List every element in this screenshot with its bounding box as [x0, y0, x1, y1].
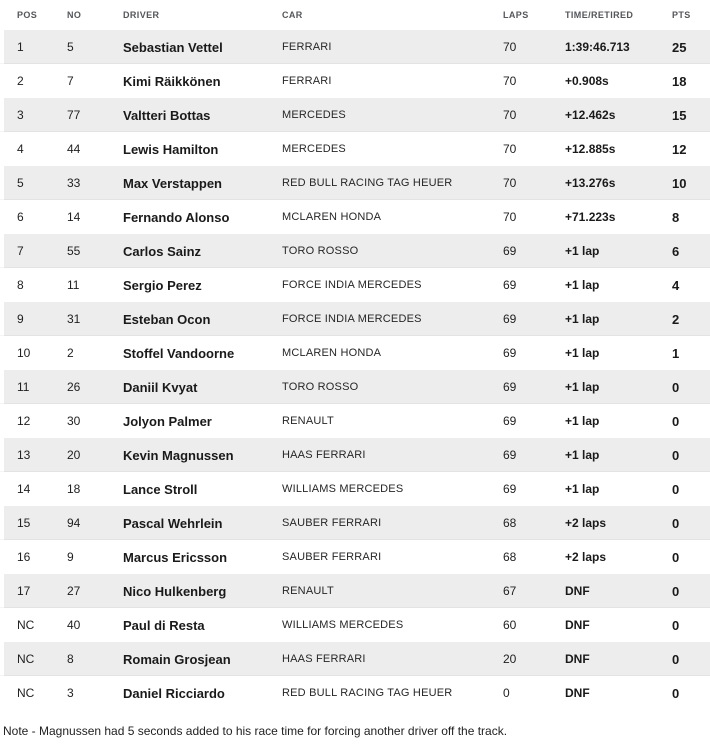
results-rows: [0, 30, 710, 710]
position-value: 2: [17, 74, 24, 88]
time-retired-value: DNF: [565, 618, 590, 632]
table-row: [0, 574, 710, 608]
column-header-driver: DRIVER: [123, 10, 160, 20]
points-value: 0: [672, 685, 680, 701]
car-number-value: 77: [67, 108, 81, 122]
column-header-no: NO: [67, 10, 82, 20]
laps-value: 70: [503, 176, 517, 190]
points-value: 15: [672, 107, 687, 123]
car-number-value: 9: [67, 550, 74, 564]
car-number-value: 14: [67, 210, 81, 224]
driver-name: Kevin Magnussen: [123, 447, 234, 463]
constructor-name: FORCE INDIA MERCEDES: [282, 313, 422, 325]
constructor-name: MERCEDES: [282, 143, 346, 155]
points-value: 0: [672, 583, 680, 599]
time-retired-value: +2 laps: [565, 516, 607, 530]
driver-name: Valtteri Bottas: [123, 107, 211, 123]
constructor-name: WILLIAMS MERCEDES: [282, 483, 404, 495]
position-value: 6: [17, 210, 24, 224]
table-row: [0, 608, 710, 642]
position-value: 10: [17, 346, 31, 360]
time-retired-value: +1 lap: [565, 448, 600, 462]
constructor-name: HAAS FERRARI: [282, 653, 366, 665]
constructor-name: TORO ROSSO: [282, 245, 359, 257]
position-value: NC: [17, 686, 35, 700]
time-retired-value: +71.223s: [565, 210, 616, 224]
position-value: 16: [17, 550, 31, 564]
car-number-value: 26: [67, 380, 81, 394]
position-value: 4: [17, 142, 24, 156]
laps-value: 70: [503, 108, 517, 122]
car-number-value: 55: [67, 244, 81, 258]
points-value: 1: [672, 345, 680, 361]
constructor-name: MCLAREN HONDA: [282, 211, 382, 223]
car-number-value: 11: [67, 278, 80, 292]
laps-value: 70: [503, 142, 517, 156]
points-value: 8: [672, 209, 680, 225]
points-value: 2: [672, 311, 680, 327]
laps-value: 69: [503, 312, 517, 326]
column-header-laps: LAPS: [503, 10, 529, 20]
constructor-name: FERRARI: [282, 41, 332, 53]
driver-name: Daniil Kvyat: [123, 379, 198, 395]
time-retired-value: +1 lap: [565, 346, 600, 360]
driver-name: Marcus Ericsson: [123, 549, 228, 565]
position-value: 8: [17, 278, 24, 292]
constructor-name: WILLIAMS MERCEDES: [282, 619, 404, 631]
time-retired-value: +0.908s: [565, 74, 609, 88]
laps-value: 69: [503, 244, 517, 258]
driver-name: Max Verstappen: [123, 175, 222, 191]
position-value: 1: [17, 40, 24, 54]
laps-value: 69: [503, 346, 517, 360]
laps-value: 69: [503, 482, 517, 496]
laps-value: 69: [503, 448, 517, 462]
constructor-name: MCLAREN HONDA: [282, 347, 382, 359]
table-row: [0, 472, 710, 506]
driver-name: Paul di Resta: [123, 617, 205, 633]
time-retired-value: +2 laps: [565, 550, 607, 564]
time-retired-value: +12.885s: [565, 142, 616, 156]
position-value: 9: [17, 312, 24, 326]
time-retired-value: DNF: [565, 584, 590, 598]
table-row: [0, 336, 710, 370]
time-retired-value: +1 lap: [565, 414, 600, 428]
car-number-value: 20: [67, 448, 81, 462]
car-number-value: 33: [67, 176, 81, 190]
table-row: [0, 404, 710, 438]
table-row: [0, 98, 710, 132]
time-retired-value: +1 lap: [565, 278, 600, 292]
position-value: 13: [17, 448, 31, 462]
laps-value: 69: [503, 380, 517, 394]
driver-name: Pascal Wehrlein: [123, 515, 223, 531]
points-value: 0: [672, 413, 680, 429]
laps-value: 0: [503, 686, 510, 700]
car-number-value: 3: [67, 686, 74, 700]
table-row: [0, 302, 710, 336]
table-row: [0, 676, 710, 710]
points-value: 0: [672, 651, 680, 667]
constructor-name: RED BULL RACING TAG HEUER: [282, 687, 453, 699]
driver-name: Romain Grosjean: [123, 651, 231, 667]
driver-name: Nico Hulkenberg: [123, 583, 227, 599]
position-value: 7: [17, 244, 24, 258]
table-row: [0, 132, 710, 166]
time-retired-value: +1 lap: [565, 380, 600, 394]
driver-name: Stoffel Vandoorne: [123, 345, 235, 361]
points-value: 6: [672, 243, 680, 259]
position-value: NC: [17, 618, 35, 632]
table-row: [0, 268, 710, 302]
laps-value: 68: [503, 550, 517, 564]
constructor-name: HAAS FERRARI: [282, 449, 366, 461]
column-header-time-retired: TIME/RETIRED: [565, 10, 634, 20]
position-value: 11: [17, 380, 30, 394]
position-value: 12: [17, 414, 31, 428]
position-value: 15: [17, 516, 31, 530]
position-value: 3: [17, 108, 24, 122]
column-header-pts: PTS: [672, 10, 691, 20]
time-retired-value: +1 lap: [565, 244, 600, 258]
constructor-name: FERRARI: [282, 75, 332, 87]
constructor-name: RED BULL RACING TAG HEUER: [282, 177, 453, 189]
table-row: [0, 166, 710, 200]
car-number-value: 8: [67, 652, 74, 666]
driver-name: Carlos Sainz: [123, 243, 202, 259]
laps-value: 70: [503, 210, 517, 224]
points-value: 0: [672, 481, 680, 497]
car-number-value: 44: [67, 142, 81, 156]
points-value: 0: [672, 379, 680, 395]
table-row: [0, 30, 710, 64]
driver-name: Kimi Räikkönen: [123, 73, 221, 89]
column-header-pos: POS: [17, 10, 38, 20]
points-value: 0: [672, 617, 680, 633]
constructor-name: MERCEDES: [282, 109, 346, 121]
points-value: 10: [672, 175, 687, 191]
points-value: 0: [672, 515, 680, 531]
time-retired-value: 1:39:46.713: [565, 40, 630, 54]
points-value: 4: [672, 277, 680, 293]
results-note: Note - Magnussen had 5 seconds added to his race time for forcing another driver off the track.: [3, 724, 508, 738]
points-value: 0: [672, 447, 680, 463]
car-number-value: 30: [67, 414, 81, 428]
constructor-name: RENAULT: [282, 585, 334, 597]
constructor-name: SAUBER FERRARI: [282, 517, 382, 529]
table-row: [0, 540, 710, 574]
laps-value: 67: [503, 584, 517, 598]
car-number-value: 27: [67, 584, 81, 598]
constructor-name: TORO ROSSO: [282, 381, 359, 393]
table-row: [0, 200, 710, 234]
position-value: 17: [17, 584, 31, 598]
laps-value: 68: [503, 516, 517, 530]
car-number-value: 31: [67, 312, 81, 326]
position-value: 5: [17, 176, 24, 190]
car-number-value: 7: [67, 74, 74, 88]
points-value: 12: [672, 141, 687, 157]
driver-name: Esteban Ocon: [123, 311, 211, 327]
driver-name: Lance Stroll: [123, 481, 198, 497]
table-row: [0, 234, 710, 268]
time-retired-value: DNF: [565, 686, 590, 700]
driver-name: Sebastian Vettel: [123, 39, 223, 55]
table-row: [0, 642, 710, 676]
table-row: [0, 438, 710, 472]
points-value: 25: [672, 39, 687, 55]
car-number-value: 94: [67, 516, 81, 530]
laps-value: 69: [503, 414, 517, 428]
car-number-value: 40: [67, 618, 81, 632]
table-row: [0, 506, 710, 540]
table-row: [0, 370, 710, 404]
table-row: [0, 64, 710, 98]
points-value: 18: [672, 73, 687, 89]
driver-name: Lewis Hamilton: [123, 141, 219, 157]
position-value: 14: [17, 482, 31, 496]
driver-name: Jolyon Palmer: [123, 413, 212, 429]
car-number-value: 5: [67, 40, 74, 54]
laps-value: 70: [503, 40, 517, 54]
position-value: NC: [17, 652, 35, 666]
time-retired-value: +13.276s: [565, 176, 616, 190]
constructor-name: RENAULT: [282, 415, 334, 427]
car-number-value: 2: [67, 346, 74, 360]
driver-name: Fernando Alonso: [123, 209, 230, 225]
constructor-name: SAUBER FERRARI: [282, 551, 382, 563]
column-header-car: CAR: [282, 10, 303, 20]
laps-value: 70: [503, 74, 517, 88]
laps-value: 60: [503, 618, 517, 632]
table-header-row: [0, 0, 710, 30]
points-value: 0: [672, 549, 680, 565]
time-retired-value: DNF: [565, 652, 590, 666]
laps-value: 69: [503, 278, 517, 292]
driver-name: Daniel Ricciardo: [123, 685, 225, 701]
driver-name: Sergio Perez: [123, 277, 202, 293]
time-retired-value: +12.462s: [565, 108, 616, 122]
time-retired-value: +1 lap: [565, 482, 600, 496]
time-retired-value: +1 lap: [565, 312, 600, 326]
laps-value: 20: [503, 652, 517, 666]
constructor-name: FORCE INDIA MERCEDES: [282, 279, 422, 291]
car-number-value: 18: [67, 482, 81, 496]
